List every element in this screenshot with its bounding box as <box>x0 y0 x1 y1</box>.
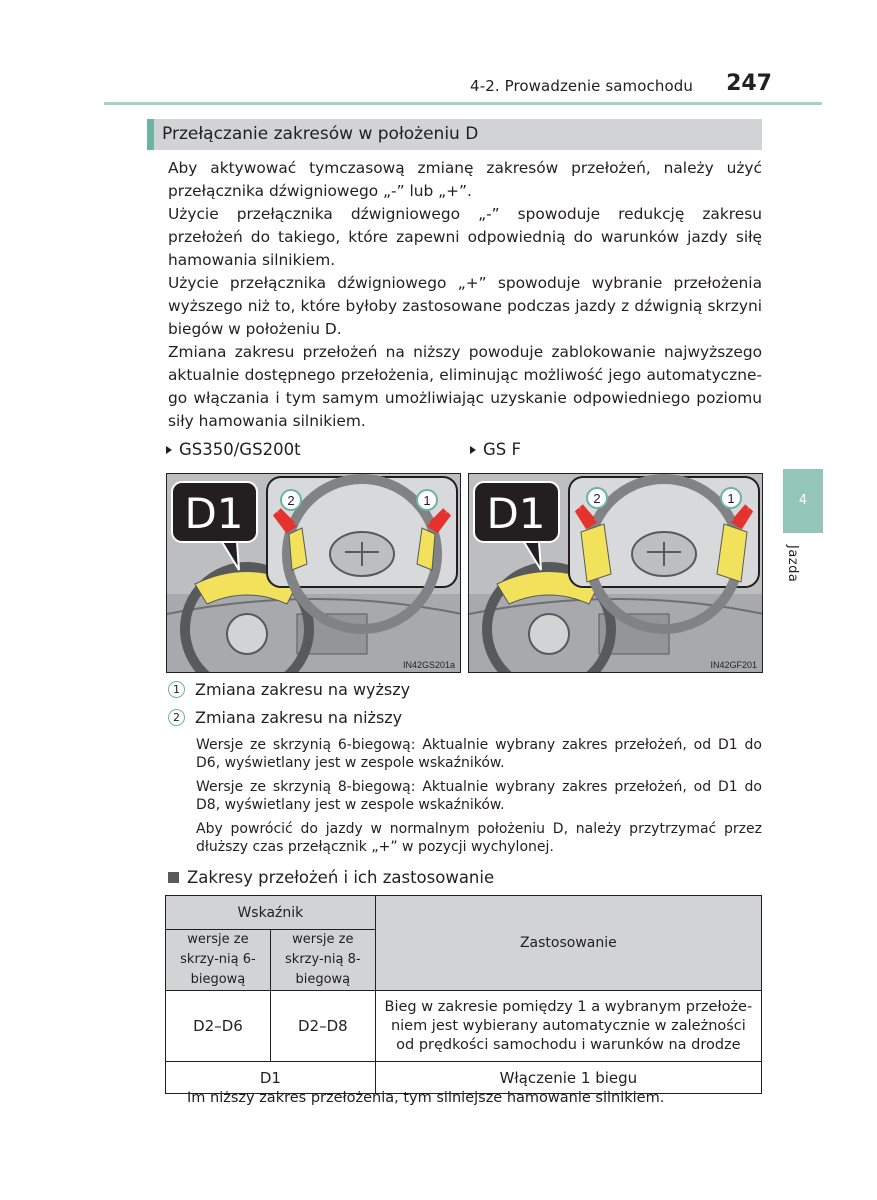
note: Wersje ze skrzynią 6-biegową: Aktualnie wybrany zakres przełożeń, od D1 do D6, wyświetlany jest w zespole wskaźników. <box>196 737 762 771</box>
figure-label-gsf <box>470 440 521 459</box>
square-bullet-icon <box>168 872 179 883</box>
figure-steering-gs350 <box>166 473 461 673</box>
callout-1 <box>168 680 410 699</box>
subsection-heading <box>168 868 494 887</box>
table-cell: D1 <box>166 1062 376 1094</box>
footnote: Im niższy zakres przełożenia, tym silniejsze hamowanie silnikiem. <box>187 1090 665 1106</box>
callout-text: Zmiana zakresu na niższy <box>195 708 403 727</box>
steering-illustration <box>167 474 461 673</box>
chapter-tab-label: Jazda <box>785 545 800 583</box>
section-heading-title: Przełączanie zakresów w położeniu D <box>162 124 479 144</box>
section-heading <box>147 119 762 150</box>
note: Wersje ze skrzynią 8-biegową: Aktualnie wybrany zakres przełożeń, od D1 do D8, wyświetlany jest w zespole wskaźników. <box>196 779 762 813</box>
triangle-bullet-icon <box>166 446 172 454</box>
gear-range-table <box>165 895 762 1094</box>
table-header-use: Zastosowanie <box>375 896 761 991</box>
table-cell: D2–D8 <box>270 991 375 1062</box>
page-number: 247 <box>726 71 772 96</box>
marker-2-text: 2 <box>287 493 295 508</box>
figure-label-gs350 <box>166 440 301 459</box>
triangle-bullet-icon <box>470 446 476 454</box>
paragraph: Zmiana zakresu przełożeń na niższy powoduje zablokowanie najwyższego aktualnie dostępnego przełożenia, eliminując możliwość jego automatyczne-go włączania i tym samym umożliwiając uzyskanie odpowiedniego poziomu siły hamowania silnikiem. <box>168 343 762 430</box>
circled-number-icon: 2 <box>168 709 185 726</box>
figure-label-text: GS F <box>483 440 521 459</box>
marker-1-text: 1 <box>423 493 431 508</box>
table-row <box>166 1062 762 1094</box>
paragraph: Aby aktywować tymczasową zmianę zakresów przełożeń, należy użyć przełącznika dźwigniowego „-” lub „+”. <box>168 159 762 200</box>
table-row <box>166 991 762 1062</box>
marker-1-text: 1 <box>727 491 735 506</box>
display-d1-text: D1 <box>184 489 244 538</box>
figure-label-text: GS350/GS200t <box>179 440 301 459</box>
callout-2 <box>168 708 402 727</box>
callout-text: Zmiana zakresu na wyższy <box>195 680 411 699</box>
table-header-8speed: wersje ze skrzy-nią 8-biegową <box>270 930 375 991</box>
circled-number-icon: 1 <box>168 681 185 698</box>
table-header-6speed: wersje ze skrzy-nią 6-biegową <box>166 930 271 991</box>
table-cell: D2–D6 <box>166 991 271 1062</box>
figure-code: IN42GF201 <box>710 660 757 670</box>
chapter-tab-number: 4 <box>798 493 808 508</box>
display-d1-text: D1 <box>486 489 546 538</box>
marker-2-text: 2 <box>593 491 601 506</box>
table-cell: Bieg w zakresie pomiędzy 1 a wybranym przełoże-niem jest wybierany automatycznie w zależności od prędkości samochodu i warunków na drodze <box>375 991 761 1062</box>
header-rule <box>104 102 822 105</box>
body-text <box>168 157 762 433</box>
chapter-tab <box>783 469 823 533</box>
paragraph: Użycie przełącznika dźwigniowego „-” spowoduje redukcję zakresu przełożeń do takiego, które zapewni odpowiednią do warunków jazdy siłę hamowania silnikiem. <box>168 205 762 269</box>
figure-steering-gsf <box>468 473 763 673</box>
running-header-section: 4-2. Prowadzenie samochodu <box>470 77 693 95</box>
subsection-title: Zakresy przełożeń i ich zastosowanie <box>187 868 495 887</box>
figure-code: IN42GS201a <box>402 660 455 670</box>
note: Aby powrócić do jazdy w normalnym położeniu D, należy przytrzymać przez dłuższy czas przełącznik „+” w pozycji wychylonej. <box>196 821 762 855</box>
table-header-indicator: Wskaźnik <box>166 896 376 930</box>
paragraph: Użycie przełącznika dźwigniowego „+” spowoduje wybranie przełożenia wyższego niż to, które byłoby zastosowane podczas jazdy z dźwignią skrzyni biegów w położeniu D. <box>168 274 762 338</box>
table-cell: Włączenie 1 biegu <box>375 1062 761 1094</box>
steering-illustration <box>469 474 763 673</box>
section-heading-accent <box>147 119 154 150</box>
notes <box>196 737 762 863</box>
